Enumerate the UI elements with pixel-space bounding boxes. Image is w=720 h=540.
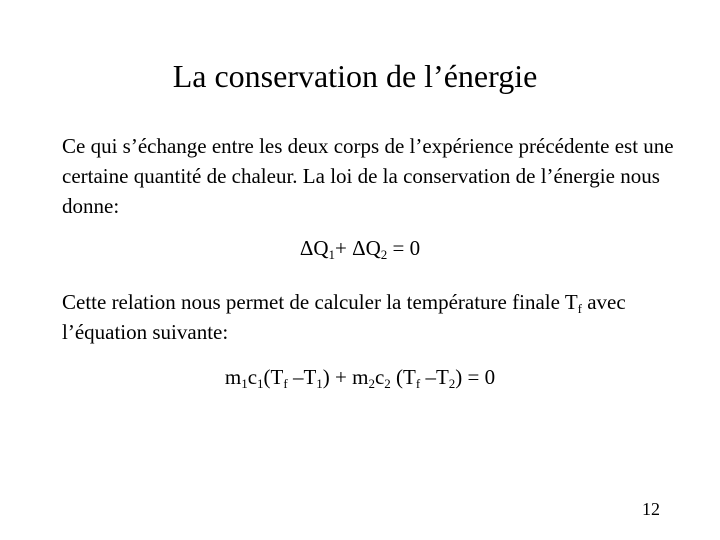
eq1-sub-1: 1 — [328, 247, 336, 262]
conservation-equation — [0, 233, 720, 263]
eq2-c2-sub: 2 — [384, 376, 391, 391]
eq2-t2-sub: 2 — [448, 376, 456, 391]
eq2-mid: ) + m — [322, 365, 369, 389]
page-number: 12 — [642, 499, 660, 519]
eq2-c2: c — [374, 365, 385, 389]
eq1-delta-q2: ΔQ — [352, 236, 381, 260]
eq2-m1-sub: 1 — [241, 376, 248, 391]
eq2-m2-sub: 2 — [368, 376, 375, 391]
eq2-c1-sub: 1 — [257, 376, 264, 391]
final-temperature-equation — [0, 362, 720, 392]
eq1-plus: + — [335, 236, 353, 260]
relation-end: avec l’équation suivante: — [62, 290, 626, 344]
slide-title: La conservation de l’énergie — [172, 58, 538, 94]
eq1-rhs: = 0 — [387, 236, 421, 260]
eq1-sub-2: 2 — [380, 247, 388, 262]
relation-tf: T — [564, 290, 578, 314]
eq2-tf1-sub: f — [283, 376, 288, 391]
eq2-end: ) = 0 — [455, 365, 496, 389]
eq1-delta-q1: ΔQ — [299, 236, 329, 260]
relation-text: Cette relation nous permet de calculer la température finale — [62, 290, 565, 314]
relation-tf-sub: f — [577, 301, 582, 316]
eq2-open2: (T — [390, 365, 416, 389]
eq2-m1: m — [224, 365, 242, 389]
eq2-tf2-sub: f — [415, 376, 421, 391]
eq2-t1-sub: 1 — [316, 376, 323, 391]
eq2-c1: c — [247, 365, 258, 389]
eq2-open1: (T — [263, 365, 284, 389]
relation-paragraph — [62, 287, 682, 347]
eq2-minus1: –T — [287, 365, 317, 389]
eq2-minus2: –T — [420, 365, 449, 389]
intro-paragraph: Ce qui s’échange entre les deux corps de l’expérience précédente est une certaine quantité de chaleur. La loi de la conservation de l’énergie nous donne: — [62, 134, 674, 218]
